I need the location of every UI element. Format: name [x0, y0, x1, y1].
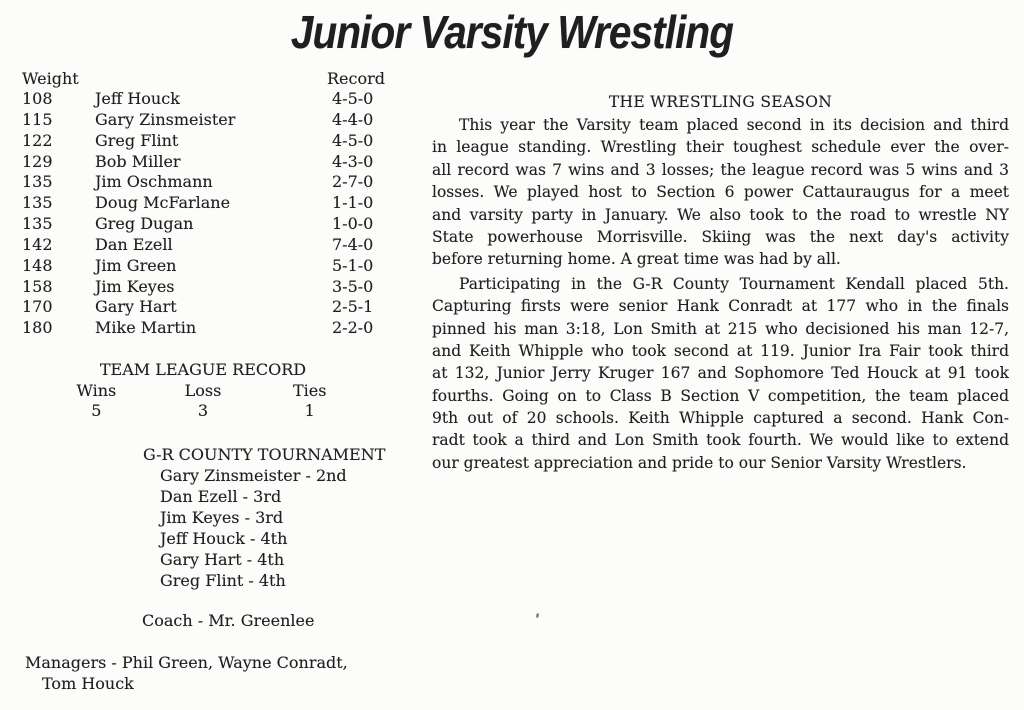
article-line: losses. We played host to Section 6 power Cattauraugus for a meet	[432, 183, 1009, 202]
article-line: all record was 7 wins and 3 losses; the league record was 5 wins and 3	[432, 160, 1009, 179]
league-record-columns	[43, 381, 363, 421]
wrestler-record: 4-5-0	[332, 130, 374, 150]
table-row	[22, 297, 434, 318]
league-record-value: 1	[304, 401, 315, 420]
wrestler-weight: 108	[22, 89, 53, 108]
wrestler-name: Bob Miller	[95, 151, 181, 171]
article-line: before returning home. A great time was had by all.	[432, 250, 841, 269]
article-line: This year the Varsity team placed second in its decision and third	[459, 116, 1009, 134]
league-record-label: Ties	[292, 381, 327, 400]
wrestler-record: 2-2-0	[332, 318, 374, 338]
roster-rows	[22, 89, 434, 339]
league-record-column	[43, 381, 150, 421]
wrestler-weight: 180	[22, 318, 53, 338]
league-record-label: Loss	[184, 381, 222, 400]
tournament-placement: Jeff Houck - 4th	[160, 528, 288, 548]
league-record-value: 5	[91, 401, 102, 420]
page-title: Junior Varsity Wrestling	[290, 6, 734, 58]
tournament-placement: Gary Zinsmeister - 2nd	[160, 466, 347, 485]
tournament-placement: Dan Ezell - 3rd	[160, 486, 282, 506]
team-league-record	[43, 359, 363, 421]
season-article	[432, 91, 1009, 474]
wrestler-record: 3-5-0	[332, 276, 374, 296]
wrestler-weight: 135	[22, 172, 53, 192]
wrestler-record: 5-1-0	[332, 255, 374, 275]
wrestler-record: 2-5-1	[332, 297, 374, 317]
wrestler-record: 1-1-0	[332, 193, 374, 213]
wrestler-name: Jeff Houck	[95, 89, 180, 108]
wrestler-name: Mike Martin	[95, 318, 197, 338]
article-line: Participating in the G-R County Tournament Kendall placed 5th.	[459, 274, 1009, 293]
article-line: pinned his man 3:18, Lon Smith at 215 who decisioned his man 12-7,	[432, 319, 1009, 338]
tournament-placement: Gary Hart - 4th	[160, 549, 285, 569]
wrestler-record: 4-5-0	[332, 89, 374, 108]
article-line: at 132, Junior Jerry Kruger 167 and Sophomore Ted Houck at 91 took	[432, 364, 1009, 383]
article-heading: THE WRESTLING SEASON	[608, 93, 833, 111]
wrestler-weight: 135	[22, 193, 53, 213]
article-line: and Keith Whipple who took second at 119. Junior Ira Fair took third	[432, 341, 1009, 360]
table-row	[22, 277, 434, 298]
article-paragraph	[432, 273, 1009, 475]
wrestler-weight: 170	[22, 297, 53, 317]
team-league-record-title: TEAM LEAGUE RECORD	[99, 360, 307, 379]
wrestler-weight: 142	[22, 234, 53, 254]
article-line: our greatest appreciation and pride to our Senior Varsity Wrestlers.	[432, 453, 967, 472]
table-row	[22, 110, 434, 131]
table-row	[22, 89, 434, 110]
wrestler-name: Gary Zinsmeister	[95, 109, 236, 129]
table-row	[22, 318, 434, 339]
league-record-label: Wins	[76, 381, 117, 400]
article-line: and varsity party in January. We also took to the road to wrestle NY	[432, 205, 1009, 224]
scan-speckle	[535, 613, 539, 619]
article-paragraph	[432, 114, 1009, 271]
wrestler-record: 7-4-0	[332, 234, 374, 254]
article-line: in league standing. Wrestling their toughest schedule ever the over-	[432, 138, 1009, 157]
table-row	[22, 235, 434, 256]
article-line: radt took a third and Lon Smith took fourth. We would like to extend	[432, 431, 1009, 450]
wrestler-name: Greg Dugan	[95, 214, 194, 234]
wrestler-record: 1-0-0	[332, 214, 374, 234]
weight-column-header: Weight	[22, 69, 79, 88]
coach-line: Coach - Mr. Greenlee	[142, 611, 315, 630]
wrestler-weight: 158	[22, 276, 53, 296]
table-row	[22, 256, 434, 277]
article-line: fourths. Going on to Class B Section V competition, the team placed	[432, 386, 1009, 405]
record-column-header: Record	[327, 69, 385, 88]
table-row	[22, 131, 434, 152]
article-paragraphs	[432, 114, 1009, 474]
wrestler-record: 4-4-0	[332, 109, 374, 129]
wrestler-name: Dan Ezell	[95, 234, 173, 254]
league-record-column	[150, 381, 257, 421]
roster-table	[22, 68, 434, 339]
wrestler-name: Greg Flint	[95, 130, 179, 150]
tournament-placements	[160, 466, 385, 591]
league-record-column	[256, 381, 363, 421]
table-row	[22, 172, 434, 193]
wrestler-name: Jim Keyes	[95, 276, 175, 296]
wrestler-name: Doug McFarlane	[95, 193, 231, 213]
wrestler-weight: 129	[22, 151, 53, 171]
wrestler-weight: 135	[22, 214, 53, 234]
table-row	[22, 193, 434, 214]
managers-line: Managers - Phil Green, Wayne Conradt,	[25, 653, 348, 672]
wrestler-name: Jim Oschmann	[95, 172, 213, 192]
table-row	[22, 152, 434, 173]
roster-header-row	[22, 68, 434, 89]
article-line: Capturing firsts were senior Hank Conradt at 177 who in the finals	[432, 297, 1009, 316]
managers-line-continued: Tom Houck	[42, 674, 134, 693]
tournament-placement: Jim Keyes - 3rd	[160, 507, 284, 527]
tournament-placement: Greg Flint - 4th	[160, 570, 286, 590]
county-tournament	[143, 444, 385, 591]
wrestler-name: Jim Green	[95, 255, 177, 275]
wrestler-name: Gary Hart	[95, 297, 177, 317]
wrestler-weight: 115	[22, 109, 53, 129]
wrestler-weight: 148	[22, 255, 53, 275]
wrestler-weight: 122	[22, 130, 53, 150]
league-record-value: 3	[197, 401, 209, 420]
article-line: 9th out of 20 schools. Keith Whipple captured a second. Hank Con-	[432, 409, 1009, 428]
wrestler-record: 2-7-0	[332, 172, 374, 192]
county-tournament-title: G-R COUNTY TOURNAMENT	[143, 445, 386, 464]
table-row	[22, 214, 434, 235]
wrestler-record: 4-3-0	[332, 151, 374, 171]
article-line: State powerhouse Morrisville. Skiing was the next day's activity	[432, 227, 1009, 246]
